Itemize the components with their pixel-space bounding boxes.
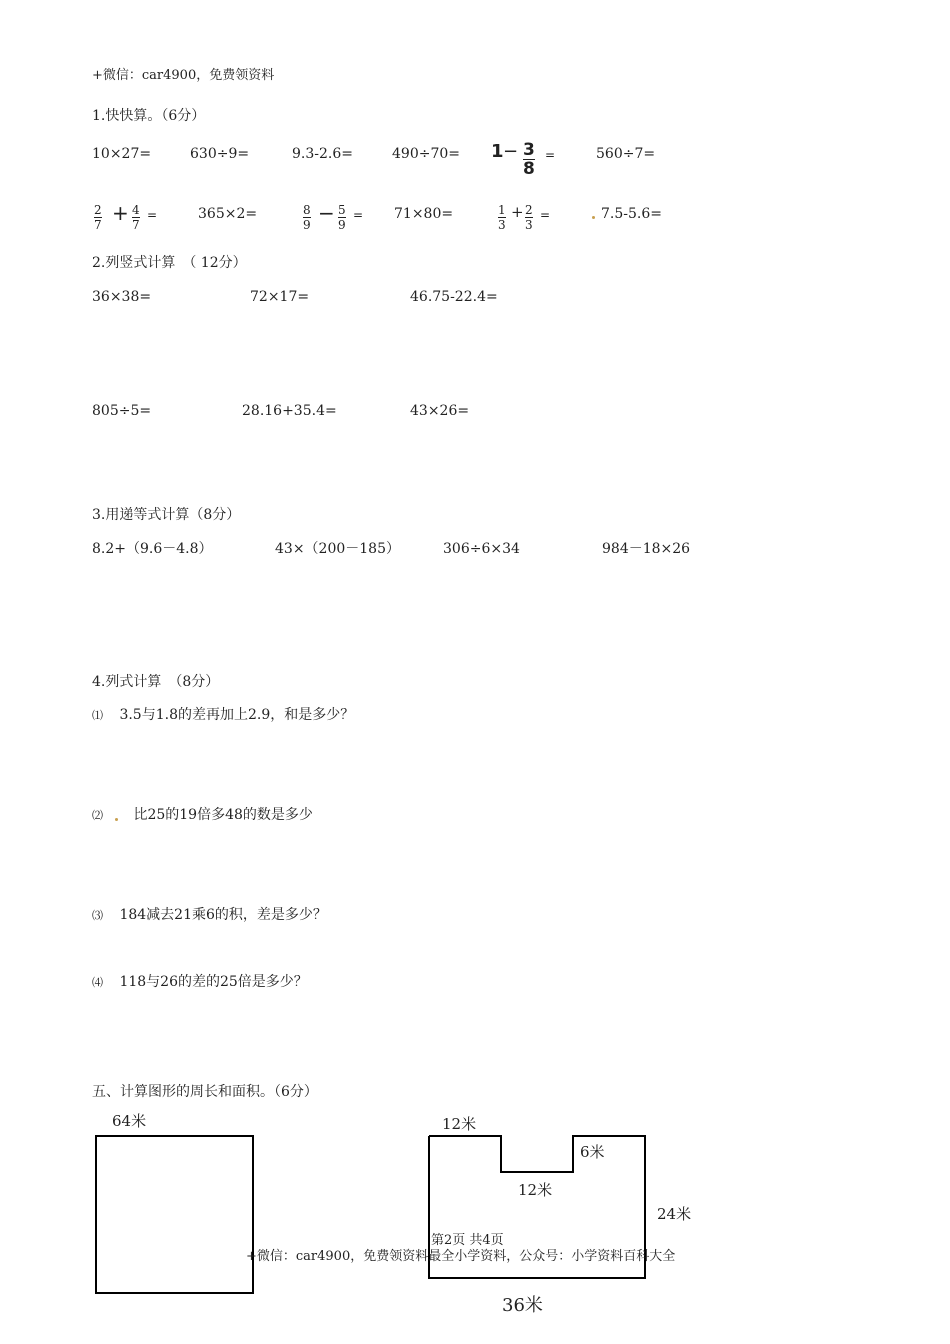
equals: = — [545, 148, 556, 162]
list-item — [92, 806, 313, 825]
problem: 560÷7= — [596, 146, 656, 162]
problem: 71×80= — [394, 206, 454, 222]
denominator: 7 — [94, 218, 102, 232]
problem: 36×38= — [92, 289, 152, 305]
denominator: 7 — [132, 218, 140, 232]
denominator: 3 — [498, 218, 506, 232]
plus-sign: + — [112, 201, 129, 225]
list-item — [92, 906, 327, 925]
numerator: 4 — [132, 203, 140, 217]
fraction — [132, 204, 140, 231]
problem: 8.2+（9.6－4.8） — [92, 541, 213, 557]
problem: 28.16+35.4= — [242, 403, 337, 419]
section-4-title: 4.列式计算 （8分） — [92, 674, 220, 690]
numerator: 2 — [94, 203, 102, 217]
list-item — [92, 706, 354, 725]
plus-sign: + — [511, 203, 524, 221]
problem: 43×（200－185） — [275, 541, 400, 557]
item-number: ⑴ — [92, 709, 103, 722]
footer-note: +微信：car4900，免费领资料最全小学资料，公众号：小学资料百科大全 — [246, 1249, 676, 1264]
item-number: ⑷ — [92, 976, 103, 989]
problem: 306÷6×34 — [443, 541, 520, 557]
item-text: 3.5与1.8的差再加上2.9，和是多少？ — [119, 707, 355, 723]
numerator: 5 — [338, 203, 346, 217]
problem: 72×17= — [250, 289, 310, 305]
whole-number: 1 — [491, 141, 504, 162]
fraction — [303, 204, 311, 231]
section-5-title: 五、计算图形的周长和面积。（6分） — [92, 1084, 318, 1100]
section-2-title: 2.列竖式计算 （ 12分） — [92, 255, 247, 271]
item-number: ⑶ — [92, 909, 103, 922]
section-1-title: 1.快快算。（6分） — [92, 108, 206, 124]
square-side-label: 64米 — [112, 1112, 147, 1130]
item-text: 184减去21乘6的积，差是多少？ — [119, 907, 327, 923]
numerator: 1 — [498, 203, 506, 217]
numerator: 8 — [303, 203, 311, 217]
item-text: 比25的19倍多48的数是多少 — [133, 807, 313, 823]
fraction — [94, 204, 102, 231]
numerator: 3 — [523, 140, 535, 160]
problem: 630÷9= — [190, 146, 250, 162]
height-label: 24米 — [657, 1205, 692, 1223]
item-text: 118与26的差的25倍是多少？ — [119, 974, 308, 990]
problem: 984－18×26 — [602, 541, 691, 557]
problem: 805÷5= — [92, 403, 152, 419]
stray-dot — [115, 818, 118, 821]
fraction — [338, 204, 346, 231]
list-item — [92, 973, 308, 992]
section-3-title: 3.用递等式计算（8分） — [92, 507, 241, 523]
equals: = — [540, 208, 551, 222]
notch-depth-label: 6米 — [580, 1143, 605, 1161]
problem: 9.3-2.6= — [292, 146, 353, 162]
fraction — [525, 204, 533, 231]
fraction — [523, 142, 535, 177]
denominator: 8 — [523, 159, 535, 179]
problem: 7.5-5.6= — [601, 206, 662, 222]
equals: = — [147, 208, 158, 222]
problem: 46.75-22.4= — [410, 289, 498, 305]
top-left-length-label: 12米 — [442, 1115, 477, 1133]
numerator: 2 — [525, 203, 533, 217]
problem: 365×2= — [198, 206, 258, 222]
denominator: 3 — [525, 218, 533, 232]
page-number: 第2页 共4页 — [431, 1233, 504, 1248]
problem: 10×27= — [92, 146, 152, 162]
problem: 490÷70= — [392, 146, 460, 162]
fraction — [498, 204, 506, 231]
problem: 43×26= — [410, 403, 470, 419]
denominator: 9 — [303, 218, 311, 232]
minus-sign: − — [503, 141, 519, 162]
square-figure — [95, 1135, 254, 1294]
header-note: +微信：car4900，免费领资料 — [92, 68, 275, 83]
stray-dot — [592, 216, 595, 219]
minus-sign: − — [318, 201, 335, 225]
equals: = — [353, 208, 364, 222]
notch-width-label: 12米 — [518, 1181, 553, 1199]
bottom-length-label: 36米 — [502, 1295, 543, 1316]
item-number: ⑵ — [92, 809, 103, 822]
denominator: 9 — [338, 218, 346, 232]
